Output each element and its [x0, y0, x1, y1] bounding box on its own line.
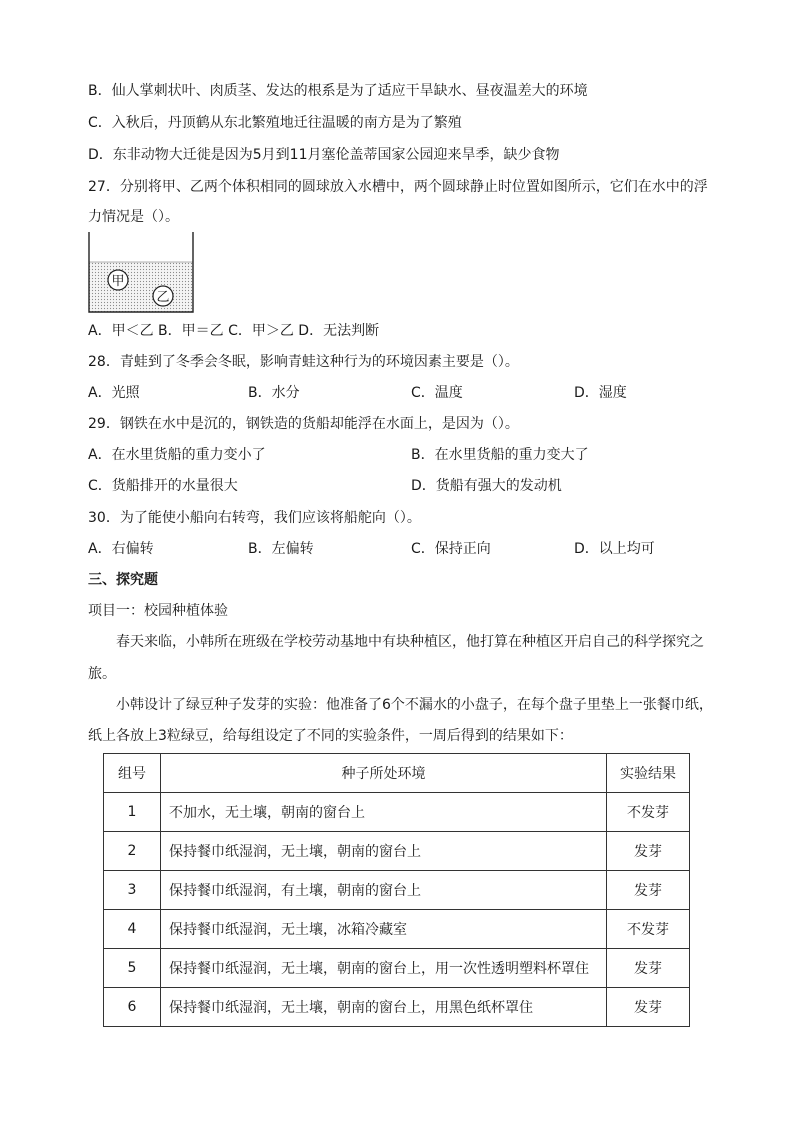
cell-group: 3 — [104, 871, 161, 910]
q30-option-a: A．右偏转 — [88, 541, 154, 557]
cell-group: 1 — [104, 793, 161, 832]
q27-stem-line1: 27．分别将甲、乙两个体积相同的圆球放入水槽中，两个圆球静止时位置如图所示，它们在水中的浮 — [88, 179, 708, 195]
q26-option-b: B．仙人掌刺状叶、肉质茎、发达的根系是为了适应干旱缺水、昼夜温差大的环境 — [88, 83, 588, 99]
table-header-row — [104, 754, 690, 793]
experiment-results-table — [103, 753, 690, 1027]
water-tank-figure — [88, 232, 196, 314]
ball-yi-label: 乙 — [156, 290, 170, 305]
q28-stem: 28．青蛙到了冬季会冬眠，影响青蛙这种行为的环境因素主要是（）。 — [88, 354, 519, 370]
cell-result: 发芽 — [607, 988, 690, 1027]
cell-group: 2 — [104, 832, 161, 871]
ball-jia-label: 甲 — [111, 274, 125, 289]
cell-result: 不发芽 — [607, 793, 690, 832]
cell-environment: 保持餐巾纸湿润，无土壤，朝南的窗台上 — [161, 832, 607, 871]
q28-option-d: D．湿度 — [574, 385, 627, 401]
q29-option-b: B．在水里货船的重力变大了 — [411, 447, 589, 463]
q29-option-a: A．在水里货船的重力变小了 — [88, 447, 266, 463]
table-row — [104, 910, 690, 949]
cell-result: 发芽 — [607, 832, 690, 871]
q30-option-b: B．左偏转 — [248, 541, 314, 557]
paragraph1-line1: 春天来临，小韩所在班级在学校劳动基地中有块种植区，他打算在种植区开启自己的科学探究之 — [116, 634, 704, 650]
paragraph2-line2: 纸上各放上3粒绿豆，给每组设定了不同的实验条件，一周后得到的结果如下： — [88, 728, 573, 744]
cell-environment: 保持餐巾纸湿润，无土壤，朝南的窗台上，用黑色纸杯罩住 — [161, 988, 607, 1027]
header-result: 实验结果 — [607, 754, 690, 793]
cell-result: 发芽 — [607, 949, 690, 988]
ball-jia — [108, 270, 128, 290]
cell-result: 发芽 — [607, 871, 690, 910]
cell-group: 4 — [104, 910, 161, 949]
q29-option-d: D．货船有强大的发动机 — [411, 478, 562, 494]
table-row — [104, 871, 690, 910]
cell-environment: 保持餐巾纸湿润，有土壤，朝南的窗台上 — [161, 871, 607, 910]
header-group-number: 组号 — [104, 754, 161, 793]
cell-environment: 不加水，无土壤，朝南的窗台上 — [161, 793, 607, 832]
q26-option-c: C．入秋后，丹顶鹤从东北繁殖地迁往温暖的南方是为了繁殖 — [88, 115, 462, 131]
water-area — [89, 262, 193, 312]
q29-stem: 29．钢铁在水中是沉的，钢铁造的货船却能浮在水面上，是因为（）。 — [88, 416, 519, 432]
table-row — [104, 988, 690, 1027]
cell-group: 5 — [104, 949, 161, 988]
paragraph2-line1: 小韩设计了绿豆种子发芽的实验：他准备了6个不漏水的小盘子，在每个盘子里垫上一张餐巾纸， — [116, 697, 713, 713]
q30-option-c: C．保持正向 — [411, 541, 491, 557]
paragraph1-line2: 旅。 — [88, 666, 116, 682]
header-environment: 种子所处环境 — [161, 754, 607, 793]
cell-environment: 保持餐巾纸湿润，无土壤，冰箱冷藏室 — [161, 910, 607, 949]
table-row — [104, 793, 690, 832]
project-title: 项目一：校园种植体验 — [88, 603, 228, 619]
table-row — [104, 949, 690, 988]
cell-result: 不发芽 — [607, 910, 690, 949]
q27-stem-line2: 力情况是（）。 — [88, 209, 179, 225]
section-heading: 三、探究题 — [88, 572, 158, 588]
q29-option-c: C．货船排开的水量很大 — [88, 478, 238, 494]
q26-option-d: D．东非动物大迁徙是因为5月到11月塞伦盖蒂国家公园迎来旱季，缺少食物 — [88, 147, 560, 163]
ball-yi — [153, 286, 173, 306]
q28-option-c: C．温度 — [411, 385, 463, 401]
q30-stem: 30．为了能使小船向右转弯，我们应该将船舵向（）。 — [88, 510, 421, 526]
q28-option-a: A．光照 — [88, 385, 140, 401]
q28-option-b: B．水分 — [248, 385, 300, 401]
q27-options: A．甲＜乙 B．甲＝乙 C．甲＞乙 D．无法判断 — [88, 323, 380, 339]
cell-group: 6 — [104, 988, 161, 1027]
q30-option-d: D．以上均可 — [574, 541, 655, 557]
cell-environment: 保持餐巾纸湿润，无土壤，朝南的窗台上，用一次性透明塑料杯罩住 — [161, 949, 607, 988]
table-row — [104, 832, 690, 871]
